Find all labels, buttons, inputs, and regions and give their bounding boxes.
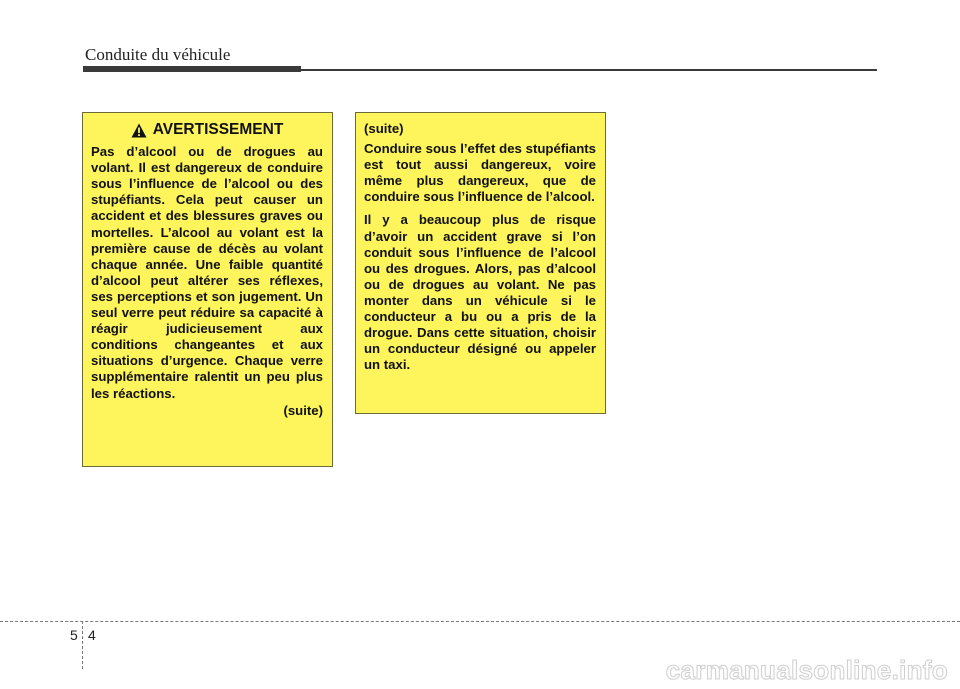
- header-rule-thin: [301, 69, 877, 71]
- footer-dashed-rule: [0, 621, 960, 622]
- watermark-text: carmanualsonline.info: [665, 655, 948, 685]
- warning-triangle-icon: [131, 123, 147, 138]
- warning-paragraph: Il y a beaucoup plus de risque d’avoir un accident grave si l’on conduit sous l’influence de l’alcool ou des drogues. Alors, pas d’alcool ou de drogues au volant. Ne pas monter dans un véhicule si le conducteur a bu ou a pris de la drogue. Dans cette situation, choisir un conducteur désigné ou appeler un taxi.: [364, 212, 596, 373]
- warning-title: [91, 122, 323, 138]
- warning-box-left: [82, 112, 333, 467]
- footer-dashed-divider: [82, 621, 83, 669]
- warning-title-text: AVERTISSEMENT: [152, 121, 284, 138]
- continued-label: (suite): [364, 121, 404, 136]
- warning-body-text: Pas d’alcool ou de drogues au volant. Il est dangereux de conduire sous l’influence de l’alcool ou des stupéfiants. Cela peut causer un accident et des blessures graves ou mortelles. L’alcool au volant est la première cause de décès au volant chaque année. Une faible quantité d’alcool peut altérer ses réflexes, ses perceptions et son jugement. Un seul verre peut réduire sa capacité à réagir judicieusement aux conditions changeantes et aux situations d’urgence. Chaque verre supplémentaire ralentit un peu plus les réactions.: [91, 144, 323, 401]
- warning-box-right: [355, 112, 606, 414]
- chapter-number: 5: [70, 627, 78, 643]
- header-rule-thick: [83, 66, 301, 72]
- page-header-title: Conduite du véhicule: [85, 45, 231, 64]
- continued-label: (suite): [283, 402, 323, 418]
- warning-paragraph: Conduire sous l’effet des stupéfiants est tout aussi dangereux, voire même plus dangereux, que de conduire sous l’influence de l’alcool.: [364, 141, 596, 205]
- page-number: 4: [88, 627, 96, 643]
